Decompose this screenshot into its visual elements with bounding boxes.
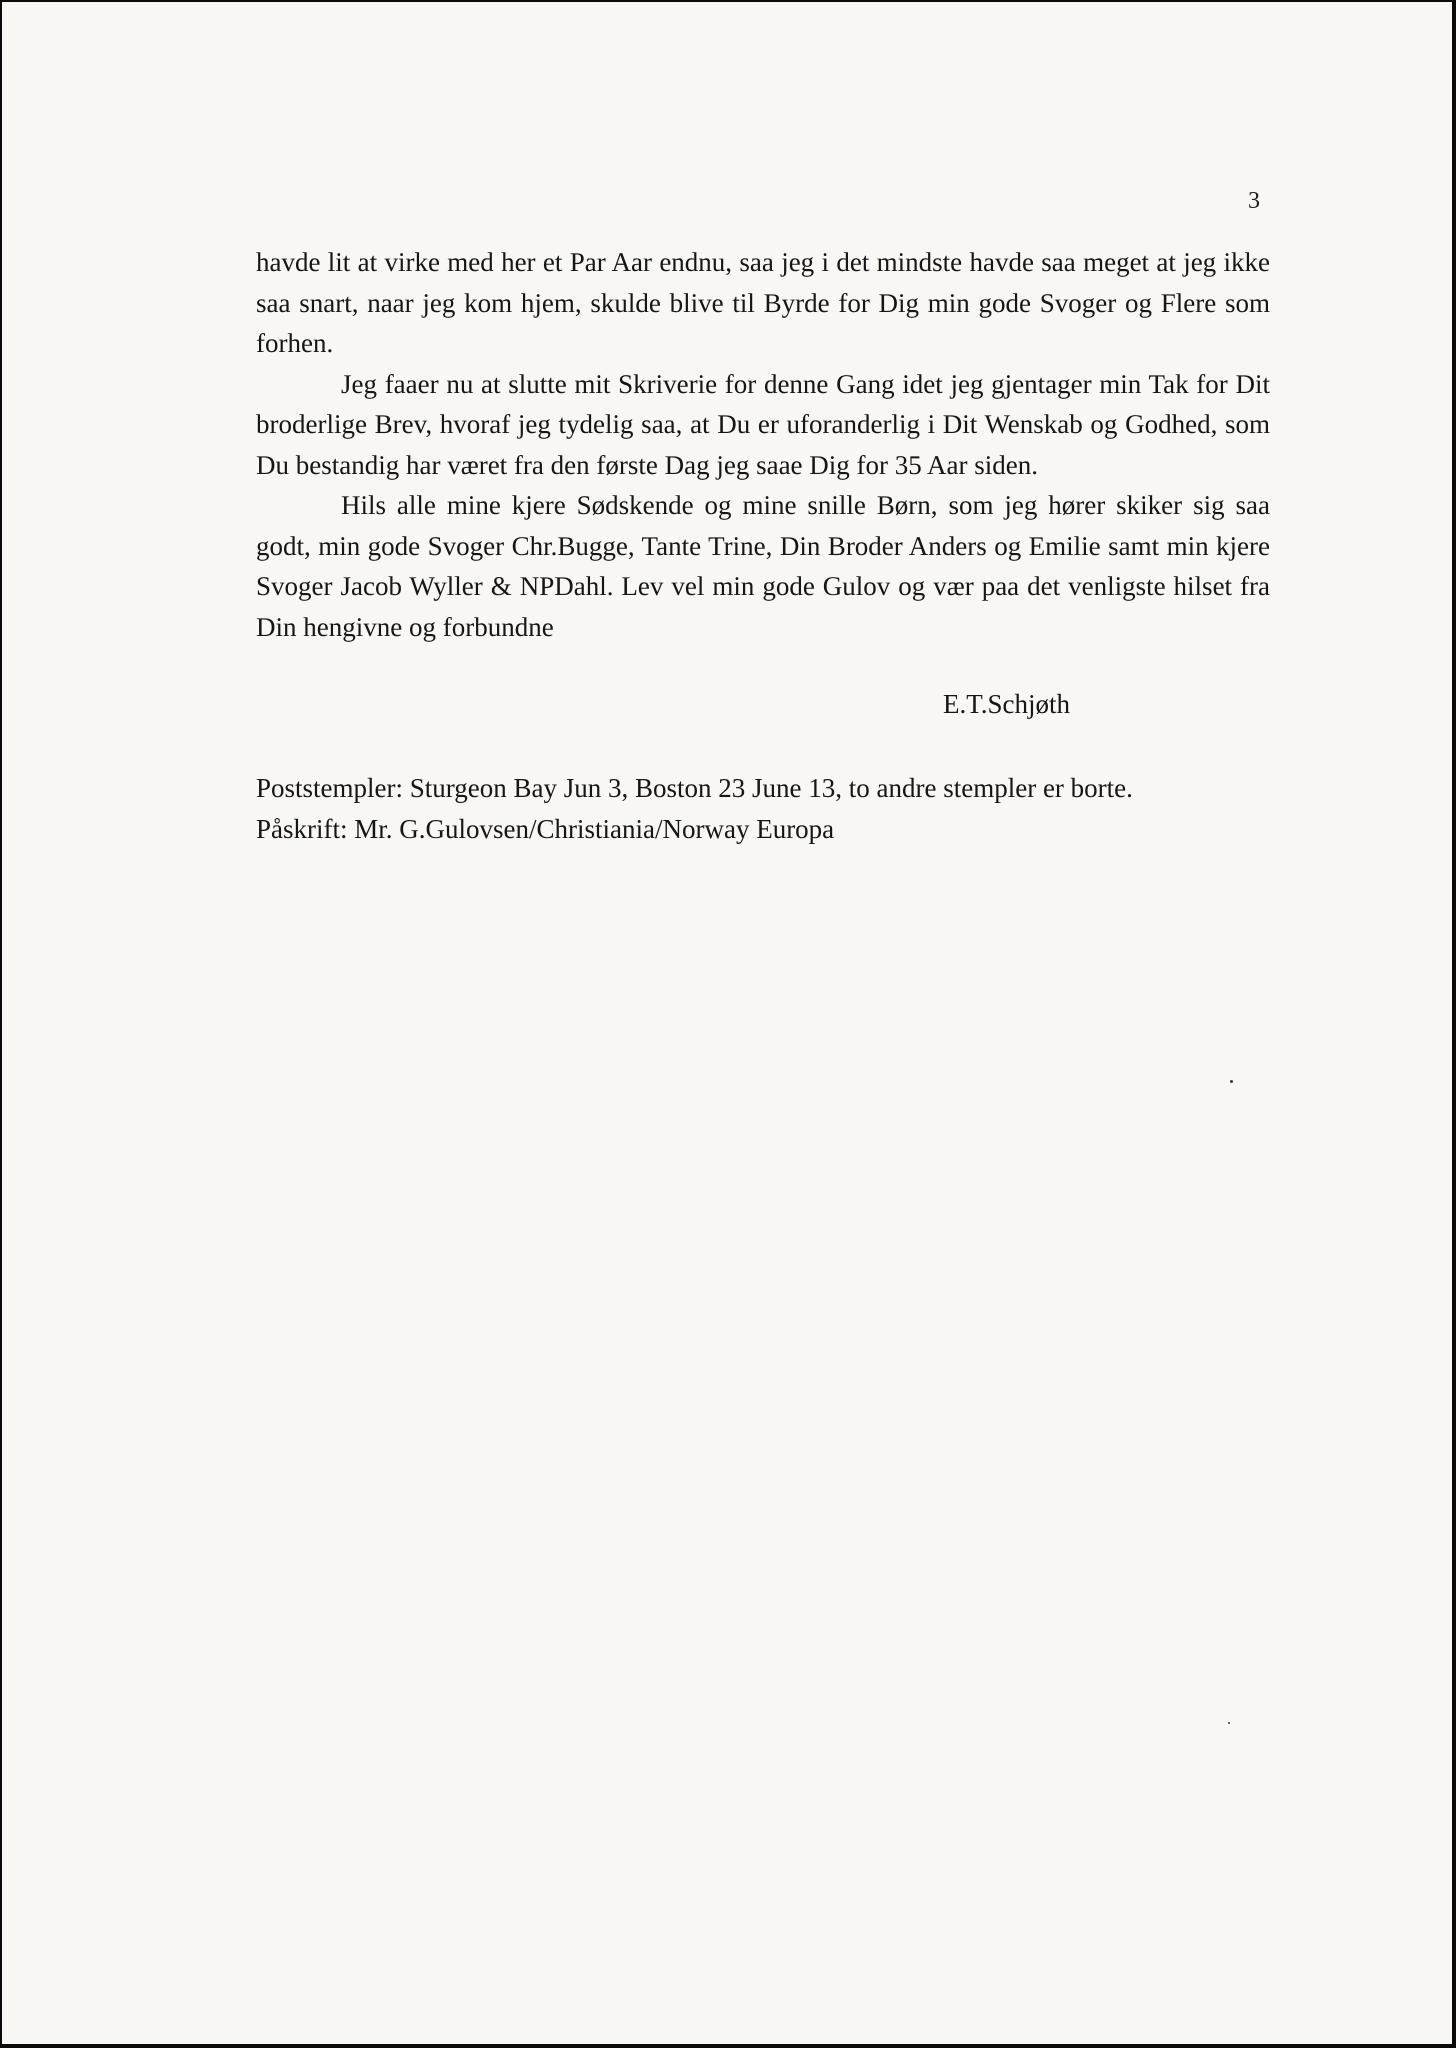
paragraph-closing-thanks: Jeg faaer nu at slutte mit Skriverie for denne Gang idet jeg gjentager min Tak for Dit broderlige Brev, hvoraf jeg tydelig saa, at Du er uforanderlig i Dit Wenskab og Godhed, som Du bestandig har været fra den første Dag jeg saae Dig for 35 Aar siden. — [256, 368, 1270, 480]
postmark-note: Poststempler: Sturgeon Bay Jun 3, Boston 23 June 13, to andre stempler er borte. — [256, 773, 1133, 803]
paper-speck — [1230, 1080, 1233, 1083]
page-number: 3 — [1248, 188, 1260, 214]
postal-notes — [256, 768, 1270, 849]
signature: E.T.Schjøth — [943, 689, 1070, 719]
paper-speck — [1228, 1722, 1230, 1724]
paragraph-continuation: havde lit at virke med her et Par Aar endnu, saa jeg i det mindste havde saa meget at jeg ikke saa snart, naar jeg kom hjem, skulde blive til Byrde for Dig min gode Svoger og Flere som forhen. — [256, 247, 1270, 358]
letter-body — [256, 242, 1270, 647]
paragraph-greetings: Hils alle mine kjere Sødskende og mine snille Børn, som jeg hører skiker sig saa godt, min gode Svoger Chr.Bugge, Tante Trine, Din Broder Anders og Emilie samt min kjere Svoger Jacob Wyller & NPDahl. Lev vel min gode Gulov og vær paa det venligste hilset fra Din hengivne og forbundne — [256, 490, 1270, 642]
address-note: Påskrift: Mr. G.Gulovsen/Christiania/Norway Europa — [256, 813, 835, 844]
document-page — [2, 2, 1452, 2044]
